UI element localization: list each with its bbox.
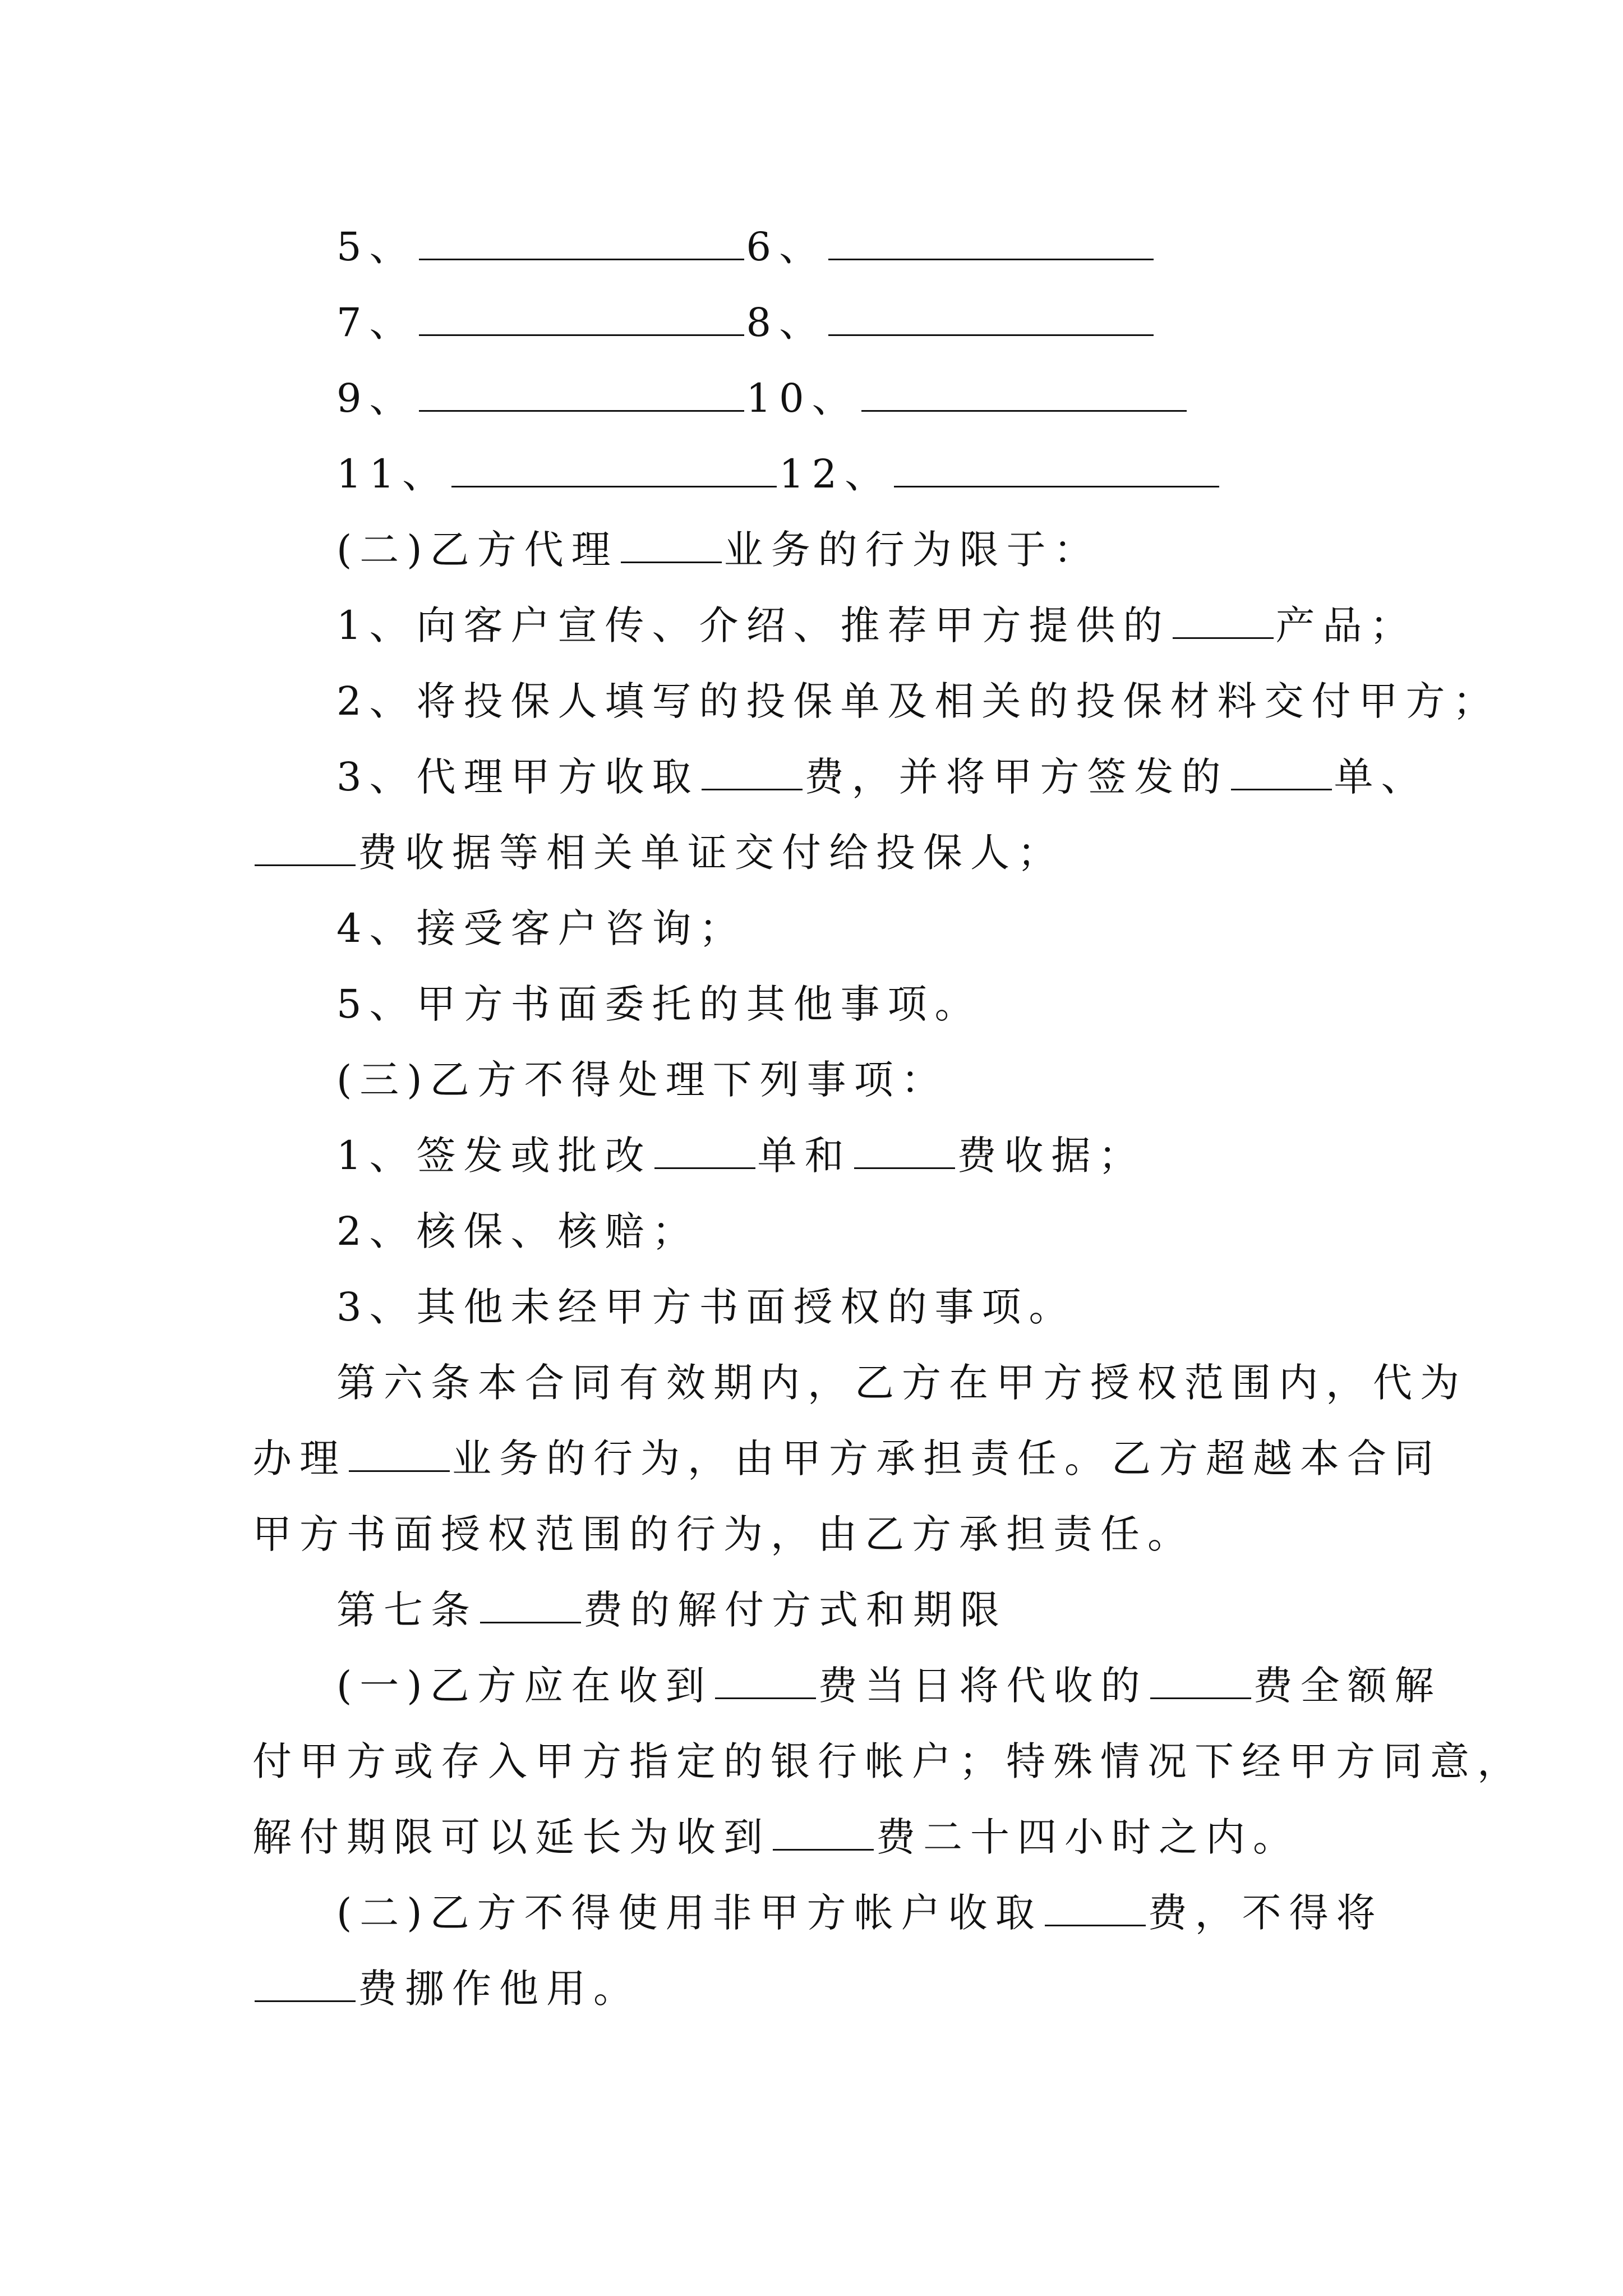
numbered-blank-line-9-10 [336, 365, 1542, 432]
fill-blank [419, 381, 744, 412]
text-segment: 1、向客户宣传、介绍、推荐甲方提供的 [336, 602, 1170, 648]
clause-item [336, 592, 1542, 659]
fill-blank [451, 457, 777, 487]
text-segment: 2、核保、核赔； [336, 1208, 699, 1254]
text-segment: 甲方书面授权范围的行为，由乙方承担责任。 [252, 1511, 1195, 1557]
fill-blank [773, 1820, 874, 1851]
item-number: 8、 [746, 300, 827, 346]
fill-blank [861, 381, 1187, 412]
clause-item [336, 970, 1542, 1038]
text-segment: 办理 [252, 1435, 347, 1481]
fill-blank [702, 760, 803, 790]
text-segment: 产品； [1275, 602, 1417, 648]
item-number: 11、 [336, 451, 450, 497]
item-number: 7、 [336, 300, 417, 346]
fill-blank [480, 1593, 581, 1623]
article-6-text [336, 1349, 1542, 1416]
fill-blank [1045, 1895, 1146, 1926]
fill-blank [1173, 608, 1274, 639]
fill-blank [349, 1441, 450, 1472]
text-segment: 费收据； [957, 1133, 1146, 1179]
text-segment: 费，并将甲方签发的 [804, 754, 1229, 800]
clause-item [336, 1122, 1542, 1189]
text-segment: 4、接受客户咨询； [336, 905, 746, 951]
clause-continuation [252, 819, 1458, 886]
clause-item [336, 1273, 1542, 1341]
text-segment: 费挪作他用。 [358, 1966, 640, 2012]
fill-blank [1231, 760, 1332, 790]
clause-item [336, 895, 1542, 962]
numbered-blank-line-11-12 [336, 440, 1542, 508]
article-6-continuation [252, 1425, 1458, 1492]
clause-item [336, 1198, 1542, 1265]
clause-item [336, 668, 1542, 735]
text-segment: 费当日将代收的 [818, 1663, 1148, 1709]
clause-heading-2 [336, 516, 1542, 583]
text-segment: 第六条本合同有效期内，乙方在甲方授权范围内，代为 [336, 1360, 1467, 1406]
fill-blank [654, 1138, 755, 1169]
text-segment: 费全额解 [1253, 1663, 1442, 1709]
fill-blank [1150, 1668, 1251, 1699]
text-segment: (二)乙方代理 [336, 527, 619, 573]
item-number: 10、 [746, 375, 859, 421]
fill-blank [854, 1138, 955, 1169]
article-7-continuation [252, 1803, 1458, 1871]
fill-blank [419, 305, 744, 336]
fill-blank [828, 229, 1154, 260]
text-segment: 付甲方或存入甲方指定的银行帐户；特殊情况下经甲方同意， [252, 1738, 1524, 1784]
text-segment: 5、甲方书面委托的其他事项。 [336, 981, 982, 1027]
text-segment: 业务的行为限于： [723, 527, 1101, 573]
text-segment: 2、将投保人填写的投保单及相关的投保材料交付甲方； [336, 678, 1500, 724]
item-number: 9、 [336, 375, 417, 421]
text-segment: 解付期限可以延长为收到 [252, 1814, 771, 1860]
text-segment: 费，不得将 [1147, 1890, 1384, 1936]
text-segment: (一)乙方应在收到 [336, 1663, 713, 1709]
text-segment: 1、签发或批改 [336, 1133, 652, 1179]
fill-blank [894, 457, 1219, 487]
text-segment: 业务的行为，由甲方承担责任。乙方超越本合同 [452, 1435, 1441, 1481]
text-segment: 3、代理甲方收取 [336, 754, 699, 800]
item-number: 12、 [779, 451, 892, 497]
article-7-continuation [252, 1955, 1458, 2022]
text-segment: 3、其他未经甲方书面授权的事项。 [336, 1284, 1076, 1330]
text-segment: 费的解付方式和期限 [583, 1587, 1007, 1633]
article-7-clause-2 [336, 1879, 1542, 1947]
text-segment: 费二十四小时之内。 [876, 1814, 1300, 1860]
text-segment: 第七条 [336, 1587, 478, 1633]
fill-blank [255, 835, 356, 866]
fill-blank [621, 532, 722, 563]
text-segment: (三)乙方不得处理下列事项： [336, 1057, 948, 1103]
article-7-heading [336, 1576, 1542, 1644]
text-segment: 费收据等相关单证交付给投保人； [358, 830, 1064, 876]
article-6-continuation [252, 1501, 1458, 1568]
item-number: 6、 [746, 224, 827, 270]
fill-blank [715, 1668, 816, 1699]
text-segment: (二)乙方不得使用非甲方帐户收取 [336, 1890, 1043, 1936]
numbered-blank-line-5-6 [336, 213, 1542, 280]
text-segment: 单、 [1334, 754, 1428, 800]
fill-blank [419, 229, 744, 260]
fill-blank [255, 1971, 356, 2002]
clause-item [336, 743, 1542, 811]
article-7-clause-1 [336, 1652, 1542, 1719]
article-7-continuation [252, 1728, 1524, 1795]
numbered-blank-line-7-8 [336, 289, 1542, 356]
clause-heading-3 [336, 1046, 1542, 1114]
text-segment: 单和 [757, 1133, 852, 1179]
fill-blank [828, 305, 1154, 336]
item-number: 5、 [336, 224, 417, 270]
